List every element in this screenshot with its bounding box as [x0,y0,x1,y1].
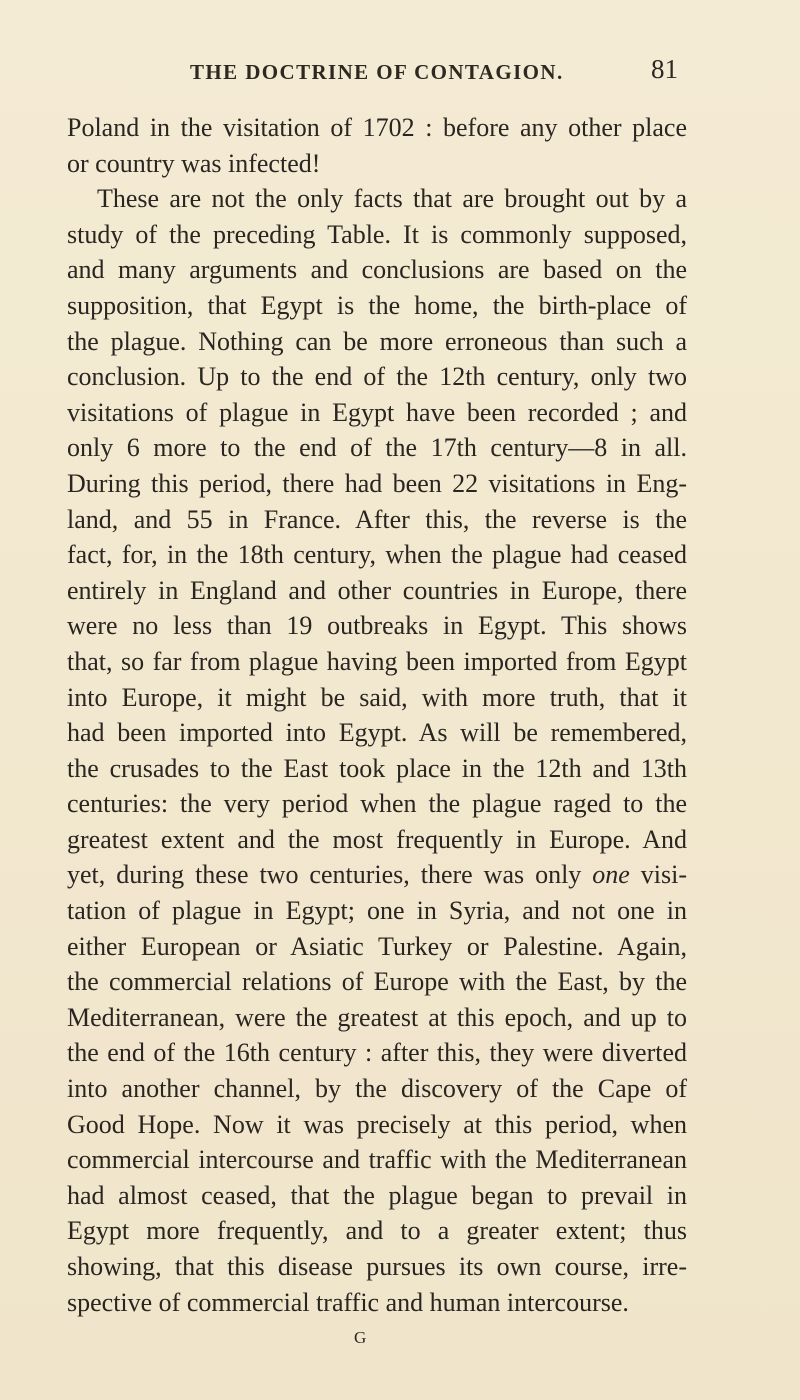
text-line: the crusades to the East took place in the 12th and 13th [67,753,687,783]
text-segment: visi- [640,860,688,890]
body-text [67,110,687,1320]
text-line: the end of the 16th century : after this, they were diverted [67,1038,687,1068]
running-head: THE DOCTRINE OF CONTAGION. [190,60,564,84]
text-line: land, and 55 in France. After this, the reverse is the [67,504,687,534]
signature-mark: G [354,1328,367,1347]
text-line: conclusion. Up to the end of the 12th century, only two [67,362,687,392]
page-number: 81 [651,54,678,84]
text-line: Poland in the visitation of 1702 : before any other place [67,113,687,142]
text-line: entirely in England and other countries in Europe, there [67,575,687,605]
text-line: showing, that this disease pursues its own course, irre- [67,1252,687,1281]
text-line: fact, for, in the 18th century, when the plague had ceased [67,540,687,570]
text-line-with-italic [67,857,687,893]
text-line: either European or Asiatic Turkey or Palestine. Again, [67,931,687,961]
text-line: only 6 more to the end of the 17th century—8 in all. [67,433,687,463]
text-line: Egypt more frequently, and to a greater extent; thus [67,1216,687,1246]
text-line: the commercial relations of Europe with the East, by the [67,967,687,997]
italic-word: one [592,860,630,890]
text-line: supposition, that Egypt is the home, the birth-place of [67,290,687,320]
text-line: had been imported into Egypt. As will be remembered, [67,718,687,748]
text-line: These are not the only facts that are brought out by a [97,184,687,214]
text-line: centuries: the very period when the plague raged to the [67,789,687,819]
text-line: were no less than 19 outbreaks in Egypt. This shows [67,611,687,641]
text-line: into Europe, it might be said, with more truth, that it [67,682,687,712]
text-segment: yet, during these two centuries, there was only [67,860,582,890]
text-line: greatest extent and the most frequently in Europe. And [67,824,687,854]
text-line: and many arguments and conclusions are based on the [67,255,687,285]
text-line: Mediterranean, were the greatest at this epoch, and up to [67,1002,687,1032]
text-line: had almost ceased, that the plague began to prevail in [67,1180,687,1210]
text-line: or country was infected! [67,148,321,178]
text-line: spective of commercial traffic and human intercourse. [67,1287,629,1317]
text-line: tation of plague in Egypt; one in Syria, and not one in [67,896,687,926]
text-line: commercial intercourse and traffic with the Mediterranean [67,1145,687,1175]
text-line: into another channel, by the discovery of the Cape of [67,1074,687,1104]
text-line: Good Hope. Now it was precisely at this period, when [67,1109,687,1139]
text-line: visitations of plague in Egypt have been recorded ; and [67,397,687,427]
text-line: During this period, there had been 22 visitations in Eng- [67,468,687,498]
text-line: the plague. Nothing can be more erroneous than such a [67,326,687,356]
text-line: study of the preceding Table. It is commonly supposed, [67,219,687,249]
text-line: that, so far from plague having been imported from Egypt [67,646,687,676]
